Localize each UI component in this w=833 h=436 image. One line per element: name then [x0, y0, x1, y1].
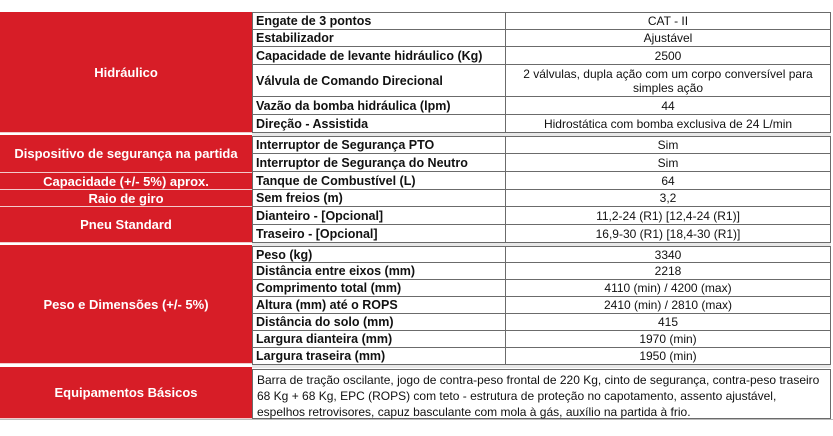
row-value: 3340: [506, 247, 831, 262]
category-capacidade: [0, 173, 252, 190]
row-value: Sim: [506, 137, 831, 153]
table-row: [252, 115, 831, 133]
row-label: Peso (kg): [252, 247, 506, 262]
table-row: [252, 207, 831, 225]
category-raio-giro: [0, 190, 252, 207]
table-row: [252, 297, 831, 314]
row-label: Traseiro - [Opcional]: [252, 225, 506, 242]
row-value: 2410 (min) / 2810 (max): [506, 297, 831, 313]
row-label: Largura dianteira (mm): [252, 331, 506, 347]
row-label: Interruptor de Segurança PTO: [252, 137, 506, 153]
category-label: Hidráulico: [94, 64, 158, 80]
category-label: Equipamentos Básicos: [54, 385, 198, 400]
row-label: Capacidade de levante hidráulico (Kg): [252, 47, 506, 64]
table-row: [252, 246, 831, 263]
row-label: Sem freios (m): [252, 190, 506, 206]
row-value: Ajustável: [506, 30, 831, 46]
row-value: 3,2: [506, 190, 831, 206]
row-value: 4110 (min) / 4200 (max): [506, 280, 831, 296]
row-label: Engate de 3 pontos: [252, 13, 506, 29]
row-value: CAT - II: [506, 13, 831, 29]
equipamentos-text: Barra de tração oscilante, jogo de contra-peso frontal de 220 Kg, cinto de segurança, contra-peso traseiro 68 Kg + 68 Kg, EPC (ROPS) com teto - estrutura de proteção no capotamento, assento ajustável, espelhos retrovisores, capuz basculante com mola à gás, auxílio na partida à frio.: [252, 369, 831, 419]
category-hidraulico: [0, 12, 252, 133]
table-row: [252, 172, 831, 190]
category-label: Raio de giro: [88, 190, 164, 206]
table-row: [252, 263, 831, 280]
table-row: [252, 30, 831, 47]
row-value: 1970 (min): [506, 331, 831, 347]
row-value: 64: [506, 172, 831, 189]
row-label: Comprimento total (mm): [252, 280, 506, 296]
row-label: Direção - Assistida: [252, 115, 506, 132]
category-equipamentos: [0, 367, 252, 419]
page-bottom-area: [0, 419, 833, 436]
row-label: Tanque de Combustível (L): [252, 172, 506, 189]
table-row: [252, 280, 831, 297]
category-label: Pneu Standard: [80, 217, 172, 232]
table-row: [252, 97, 831, 115]
category-peso-dimensoes: [0, 245, 252, 364]
table-row: [252, 154, 831, 172]
row-value: 44: [506, 97, 831, 114]
category-seguranca-partida: [0, 135, 252, 173]
category-label: Peso e Dimensões (+/- 5%): [43, 296, 209, 312]
category-label: Dispositivo de segurança na partida: [14, 146, 238, 161]
row-value: 2218: [506, 263, 831, 279]
table-row: [252, 314, 831, 331]
table-row: [252, 65, 831, 97]
row-label: Largura traseira (mm): [252, 348, 506, 364]
row-label: Estabilizador: [252, 30, 506, 46]
row-label: Distância do solo (mm): [252, 314, 506, 330]
section-separator: [252, 365, 831, 368]
row-label: Dianteiro - [Opcional]: [252, 207, 506, 224]
row-value: 2500: [506, 47, 831, 64]
category-label: Capacidade (+/- 5%) aprox.: [43, 173, 209, 189]
row-label: Interruptor de Segurança do Neutro: [252, 154, 506, 171]
table-row: [252, 225, 831, 243]
table-row: [252, 331, 831, 348]
row-value: 16,9-30 (R1) [18,4-30 (R1)]: [506, 225, 831, 242]
table-row: [252, 190, 831, 207]
table-row: [252, 47, 831, 65]
table-row: [252, 348, 831, 365]
row-label: Vazão da bomba hidráulica (lpm): [252, 97, 506, 114]
row-value: 415: [506, 314, 831, 330]
row-label: Altura (mm) até o ROPS: [252, 297, 506, 313]
table-row: [252, 13, 831, 30]
row-value: Sim: [506, 154, 831, 171]
row-label: Distância entre eixos (mm): [252, 263, 506, 279]
category-pneu-standard: [0, 207, 252, 243]
row-value: 2 válvulas, dupla ação com um corpo conversível para simples ação: [506, 65, 831, 96]
row-value: 11,2-24 (R1) [12,4-24 (R1)]: [506, 207, 831, 224]
row-value: 1950 (min): [506, 348, 831, 364]
row-value: Hidrostática com bomba exclusiva de 24 L/min: [506, 115, 831, 132]
row-label: Válvula de Comando Direcional: [252, 65, 506, 96]
table-row: [252, 136, 831, 154]
